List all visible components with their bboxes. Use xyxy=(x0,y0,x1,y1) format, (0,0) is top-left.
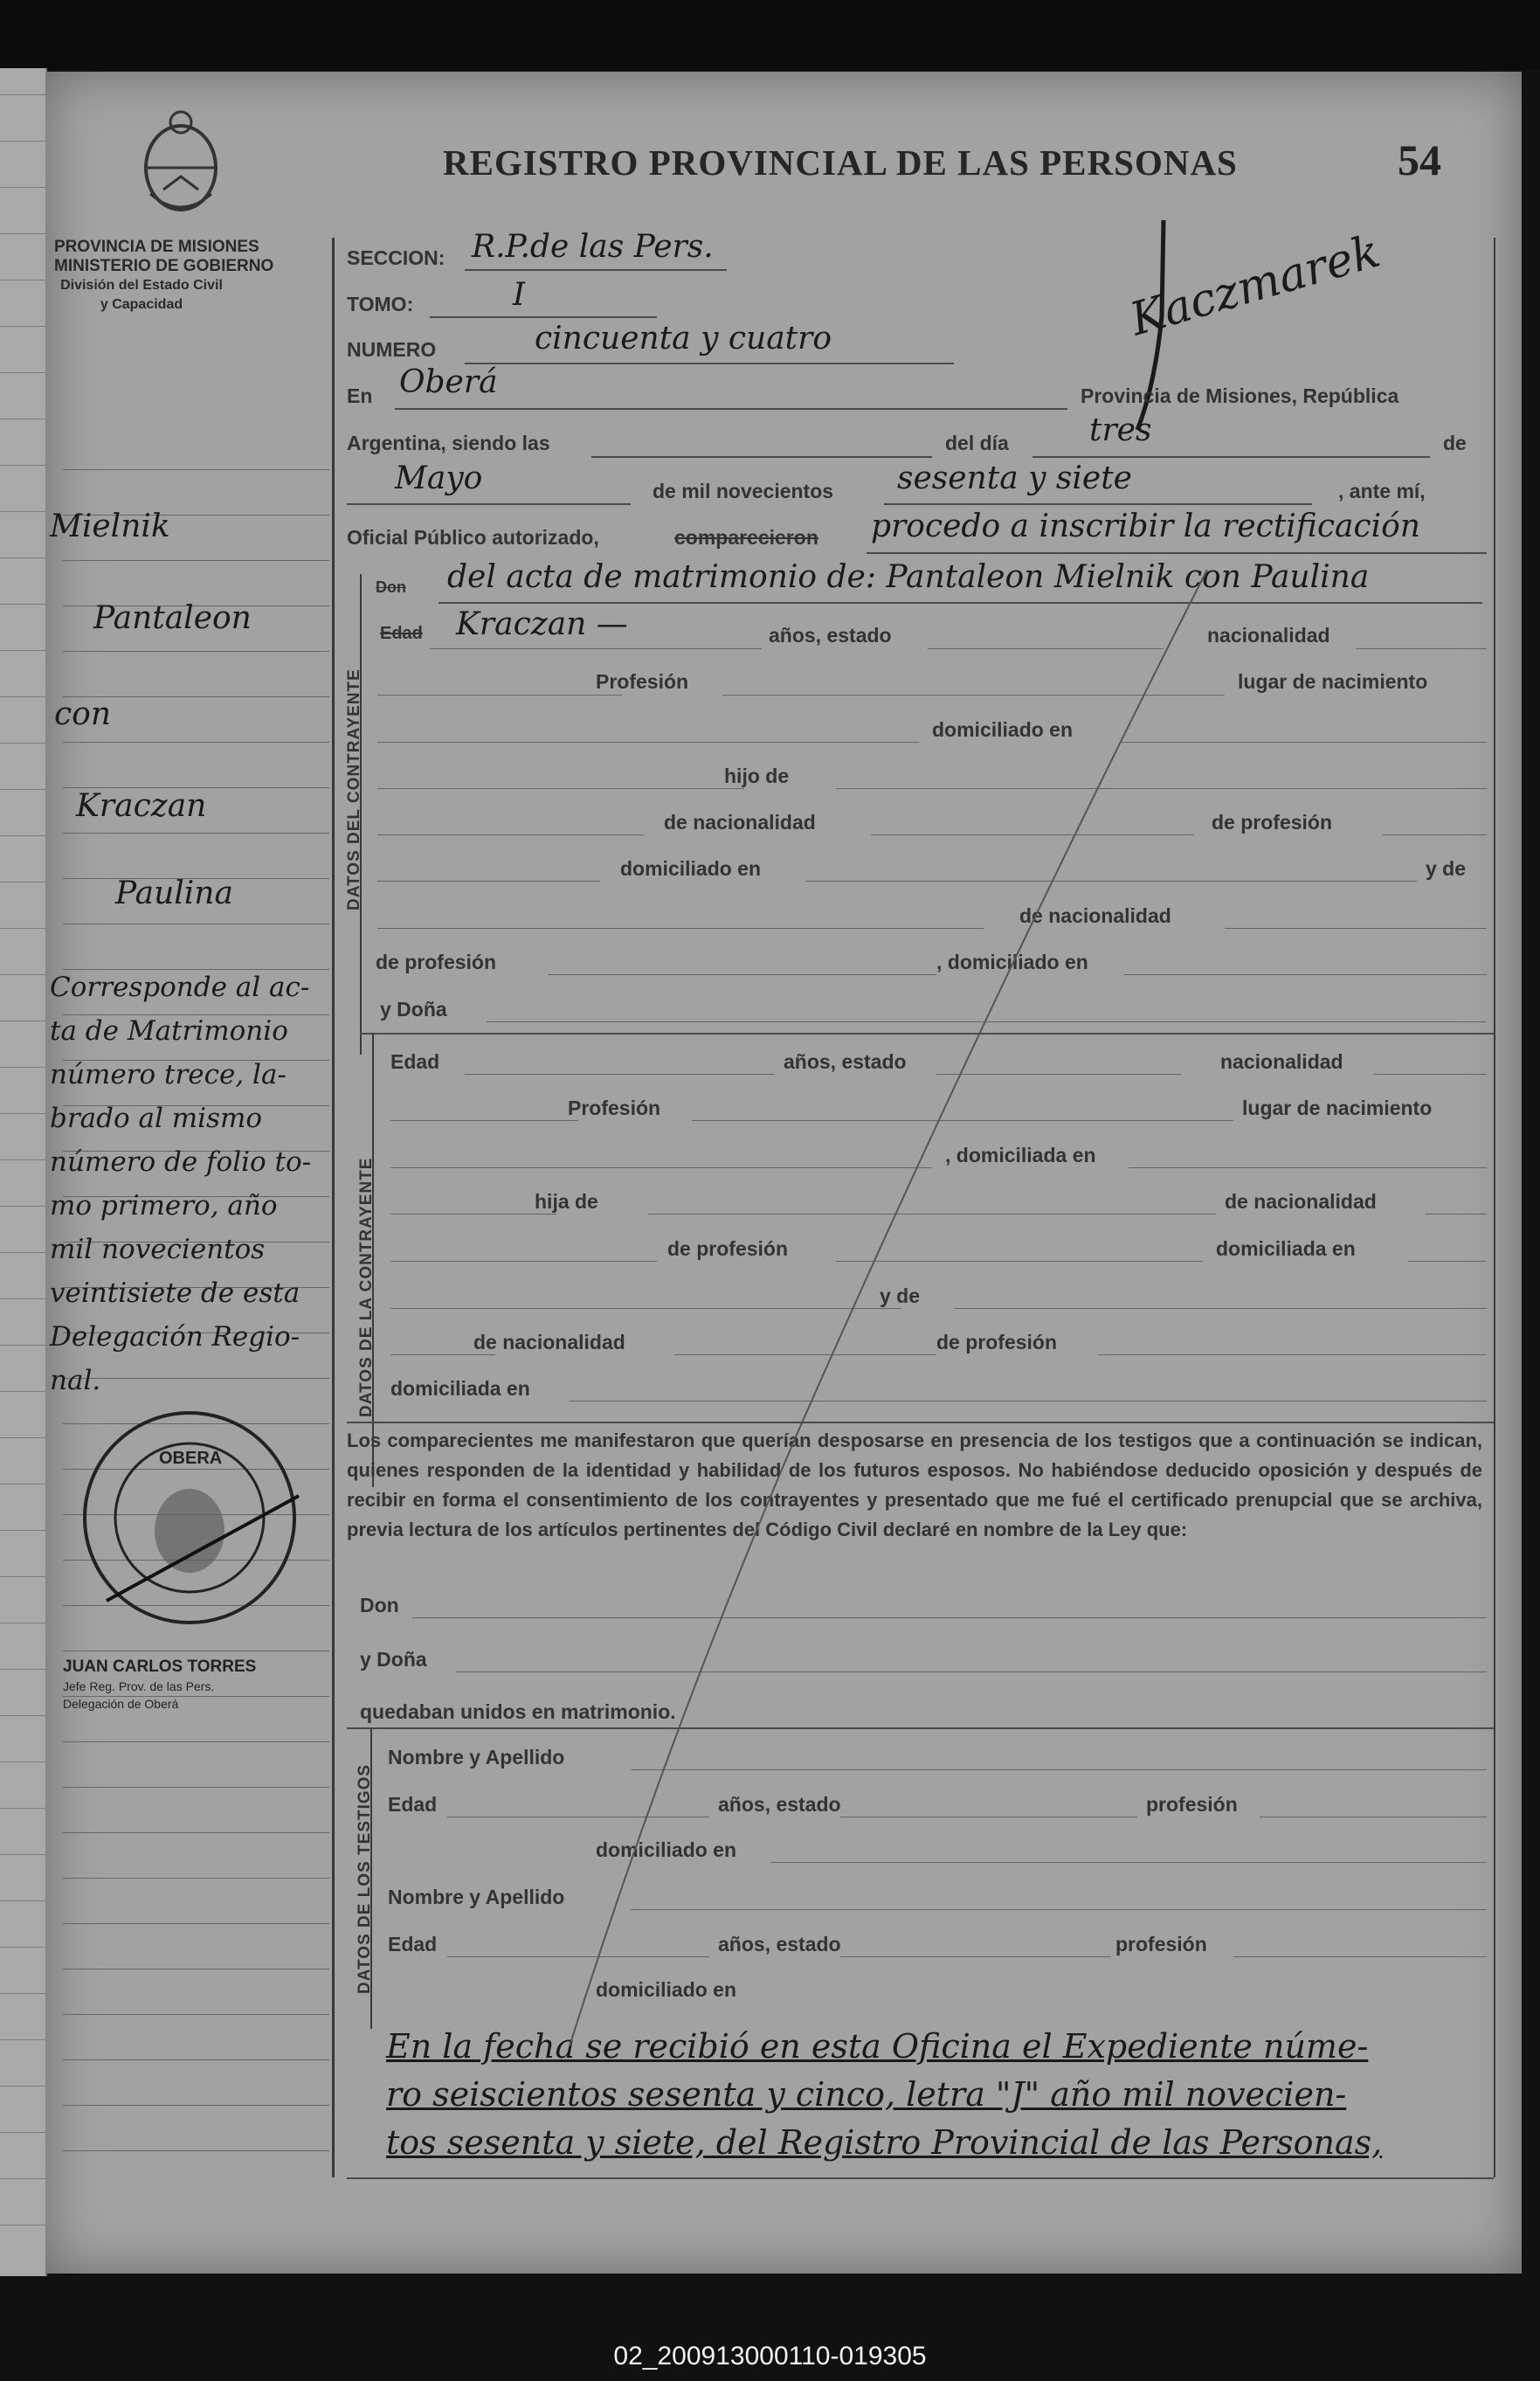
nac2-line xyxy=(1225,928,1487,929)
margin-rule xyxy=(63,560,329,561)
diagonal-stroke xyxy=(535,561,1216,2064)
left-page-rule xyxy=(0,1484,45,1485)
anos-estado-label-4: años, estado xyxy=(718,1933,841,1955)
margin-note-3: número trece, la- xyxy=(50,1059,287,1090)
margin-rule xyxy=(63,2150,329,2151)
mes-value: Mayo xyxy=(395,460,483,496)
margin-note-2: ta de Matrimonio xyxy=(50,1015,288,1047)
left-page-rule xyxy=(0,1715,45,1716)
margin-rule xyxy=(63,1832,329,1833)
margin-rule xyxy=(63,1878,329,1879)
de-nacionalidad-label-4: de nacionalidad xyxy=(473,1331,625,1353)
official-stamp xyxy=(72,1400,325,1653)
del-dia-label: del día xyxy=(945,432,1009,454)
testigo2-prof-line xyxy=(1233,1956,1487,1957)
scan-caption: 02_200913000110-019305 xyxy=(613,2342,927,2371)
oficial-label: Oficial Público autorizado, xyxy=(347,526,599,549)
contrayente2-section-label: DATOS DE LA CONTRAYENTE xyxy=(357,1157,376,1417)
left-page-rule xyxy=(0,326,45,327)
domiciliado-en-label-2: domiciliado en xyxy=(620,857,762,880)
margin-con: con xyxy=(54,696,112,732)
margin-rule xyxy=(63,1378,329,1379)
y-de-label: y de xyxy=(1426,857,1467,880)
declaration-paragraph: Los comparecientes me manifestaron que querían desposarse en presencia de los testigos que a continuación se indican, quienes responden de la identidad y habilidad de los futuros esposos. No habiéndose deducido oposición y después de recibir en forma el consentimiento de los contrayentes y presentado que me fué el certificado prenupcial que se archiva, previa lectura de los artículos pertinentes del Código Civil declaré en nombre de la Ley que: xyxy=(347,1429,1482,1540)
margin-note-1: Corresponde al ac- xyxy=(50,972,310,1003)
acta-value: del acta de matrimonio de: Pantaleon Mielnik con Paulina xyxy=(447,559,1370,595)
edad-label-4: Edad xyxy=(388,1933,438,1955)
margin-rule xyxy=(63,1787,329,1788)
numero-line xyxy=(465,363,954,364)
left-page-rule xyxy=(0,789,45,790)
left-page-rule xyxy=(0,1993,45,1994)
tomo-value: I xyxy=(513,277,526,313)
ministry-line-1: PROVINCIA DE MISIONES xyxy=(54,238,259,256)
margin-divider xyxy=(332,238,335,2177)
domiciliado-en-label-3: , domiciliado en xyxy=(936,951,1088,973)
nac5-line xyxy=(1426,1214,1487,1215)
nacionalidad-line xyxy=(1356,648,1487,649)
margin-surname-groom: Mielnik xyxy=(50,509,170,544)
stamp-city: OBERA xyxy=(159,1449,223,1468)
stamp-subtitle: Jefe Reg. Prov. de las Pers. xyxy=(63,1679,215,1693)
margin-note-4: brado al mismo xyxy=(50,1103,263,1134)
provincia-label: Provincia de Misiones, República xyxy=(1081,384,1399,407)
left-page-rule xyxy=(0,2178,45,2179)
scan-top-border xyxy=(0,0,1540,70)
left-page-rule xyxy=(0,1947,45,1948)
de-profesion-label: de profesión xyxy=(1212,811,1333,834)
left-page-rule xyxy=(0,372,45,373)
margin-rule xyxy=(63,742,329,743)
mes-line xyxy=(347,503,631,505)
left-page-rule xyxy=(0,1067,45,1068)
tomo-label: TOMO: xyxy=(347,293,414,315)
left-page-rule xyxy=(0,743,45,744)
de-profesion-label-4: de profesión xyxy=(936,1331,1058,1353)
domiciliada-en-label-2: domiciliada en xyxy=(1216,1237,1356,1260)
numero-label: NUMERO xyxy=(347,338,437,361)
seccion-line xyxy=(465,269,727,271)
ministry-line-3: División del Estado Civil xyxy=(60,278,223,293)
margin-rule xyxy=(63,1923,329,1924)
en-line xyxy=(395,408,1067,410)
nacionalidad-label: nacionalidad xyxy=(1207,624,1330,647)
de-nacionalidad-label-3: de nacionalidad xyxy=(1225,1190,1377,1213)
left-page-rule xyxy=(0,233,45,234)
left-page-rule xyxy=(0,1159,45,1160)
profesion-label-3: profesión xyxy=(1146,1793,1238,1816)
argentina-label: Argentina, siendo las xyxy=(347,432,550,454)
y-dona-label: y Doña xyxy=(380,998,447,1021)
left-page-rule xyxy=(0,650,45,651)
prof-line xyxy=(1382,834,1487,835)
margin-surname-bride: Kraczan xyxy=(76,788,207,824)
ante-label: , ante mí, xyxy=(1338,480,1426,502)
left-page-rule xyxy=(0,1345,45,1346)
en-label: En xyxy=(347,384,373,407)
domiciliada-en-label-3: domiciliada en xyxy=(390,1377,530,1400)
nota-line-1: En la fecha se recibió en esta Oficina el Expediente núme- xyxy=(386,2027,1369,2066)
anos-estado-label-2: años, estado xyxy=(784,1050,907,1073)
register-title: REGISTRO PROVINCIAL DE LAS PERSONAS xyxy=(443,142,1238,183)
margin-note-10: nal. xyxy=(50,1365,101,1396)
nombre-apellido-label-2: Nombre y Apellido xyxy=(388,1886,565,1908)
dom5-line xyxy=(1408,1261,1487,1262)
anio-line xyxy=(884,503,1312,505)
margin-rule xyxy=(63,2014,329,2015)
stamp-official-name: JUAN CARLOS TORRES xyxy=(63,1658,257,1676)
hijo-de-label: hijo de xyxy=(724,765,790,787)
don-label: Don xyxy=(376,578,406,596)
margin-name-bride: Paulina xyxy=(115,876,233,911)
hija-line-a xyxy=(390,1214,556,1215)
register-page xyxy=(45,72,1522,2274)
stamp-subtitle-2: Delegación de Oberá xyxy=(63,1697,179,1711)
margin-rule xyxy=(63,969,329,970)
left-page-rule xyxy=(0,1808,45,1809)
left-page-rule xyxy=(0,511,45,512)
left-page-rule xyxy=(0,1391,45,1392)
left-page-rule xyxy=(0,835,45,836)
left-page-rule xyxy=(0,1298,45,1299)
profesion-label: Profesión xyxy=(596,670,689,693)
seccion-label: SECCION: xyxy=(347,246,445,269)
testigos-section-label: DATOS DE LOS TESTIGOS xyxy=(356,1763,374,1994)
margin-note-6: mo primero, año xyxy=(50,1190,278,1222)
lugar-nacimiento-label: lugar de nacimiento xyxy=(1238,670,1428,693)
inscripcion-line xyxy=(867,552,1487,554)
domiciliado-label-t2: domiciliado en xyxy=(596,1978,737,2001)
y-dona-label-2: y Doña xyxy=(360,1648,427,1671)
margin-rule xyxy=(63,2105,329,2106)
left-page-rule xyxy=(0,2039,45,2040)
left-page-rule xyxy=(0,557,45,558)
coat-of-arms-icon xyxy=(133,107,229,220)
left-page-rule xyxy=(0,141,45,142)
nac6-line-a xyxy=(390,1354,495,1355)
hora-line xyxy=(591,456,932,458)
ministry-line-4: y Capacidad xyxy=(100,297,183,312)
left-page-rule xyxy=(0,94,45,95)
tomo-line xyxy=(430,316,657,318)
nombre-apellido-label-1: Nombre y Apellido xyxy=(388,1746,565,1768)
margin-note-9: Delegación Regio- xyxy=(50,1321,300,1353)
edad-label-2: Edad xyxy=(390,1050,440,1073)
margin-rule xyxy=(63,833,329,834)
profesion-label-4: profesión xyxy=(1115,1933,1207,1955)
page-number: 54 xyxy=(1398,135,1441,184)
lugar-nacimiento-label-2: lugar de nacimiento xyxy=(1242,1097,1433,1119)
nacionalidad-label-2: nacionalidad xyxy=(1220,1050,1343,1073)
margin-note-5: número de folio to- xyxy=(50,1146,312,1178)
anos-estado-label: años, estado xyxy=(769,624,892,647)
de-profesion-label-2: de profesión xyxy=(376,951,497,973)
margin-rule xyxy=(63,469,329,470)
y-de-label-2: y de xyxy=(880,1284,921,1307)
left-page-rule xyxy=(0,1900,45,1901)
margin-note-7: mil novecientos xyxy=(50,1234,266,1265)
dia-line xyxy=(1032,456,1430,458)
margin-rule xyxy=(63,651,329,652)
margin-name-groom: Pantaleon xyxy=(93,600,252,636)
de-nacionalidad-label: de nacionalidad xyxy=(664,811,816,834)
mil-label: de mil novecientos xyxy=(653,480,834,502)
anos-estado-label-3: años, estado xyxy=(718,1793,841,1816)
left-page-rule xyxy=(0,928,45,929)
en-value: Oberá xyxy=(399,364,498,400)
edad-label-3: Edad xyxy=(388,1793,438,1816)
left-page-rule xyxy=(0,1206,45,1207)
comparecieron-label: comparecieron xyxy=(674,526,818,549)
dia-value: tres xyxy=(1089,412,1152,448)
nac3-line xyxy=(1373,1074,1487,1075)
numero-value: cincuenta y cuatro xyxy=(535,321,832,356)
apellido-value: Kraczan — xyxy=(456,606,628,642)
left-page-rule xyxy=(0,1576,45,1577)
hija-de-label: hija de xyxy=(535,1190,598,1213)
domiciliado-label-t1: domiciliado en xyxy=(596,1838,737,1861)
left-page-rule xyxy=(0,1252,45,1253)
don-label-2: Don xyxy=(360,1594,399,1616)
nota-line-3: tos sesenta y siete, del Registro Provincial de las Personas, xyxy=(386,2123,1383,2162)
margin-rule xyxy=(63,1741,329,1742)
domiciliado-en-label: domiciliado en xyxy=(932,718,1074,741)
nota-line-2: ro seiscientos sesenta y cinco, letra "J" año mil novecien- xyxy=(386,2075,1347,2114)
domiciliada-en-label: , domiciliada en xyxy=(945,1144,1096,1166)
anio-value: sesenta y siete xyxy=(897,460,1132,496)
margin-rule xyxy=(63,2059,329,2060)
left-page-rule xyxy=(0,2132,45,2133)
left-page-rule xyxy=(0,2086,45,2087)
seccion-value: R.P.de las Pers. xyxy=(472,229,714,265)
left-page-rule xyxy=(0,1669,45,1670)
left-page-rule xyxy=(0,974,45,975)
left-page-rule xyxy=(0,187,45,188)
left-page-rule xyxy=(0,1854,45,1855)
inscripcion-value: procedo a inscribir la rectificación xyxy=(871,509,1420,544)
ministry-line-2: MINISTERIO DE GOBIERNO xyxy=(54,257,274,275)
quedaban-label: quedaban unidos en matrimonio. xyxy=(360,1700,676,1723)
bottom-border xyxy=(347,2177,1494,2179)
contrayente-section-label: DATOS DEL CONTRAYENTE xyxy=(345,668,363,910)
ministry-block xyxy=(54,238,274,315)
de-profesion-label-3: de profesión xyxy=(667,1237,789,1260)
left-page-rule xyxy=(0,696,45,697)
left-page-rule xyxy=(0,1437,45,1438)
de-nacionalidad-label-2: de nacionalidad xyxy=(1019,904,1171,927)
right-border xyxy=(1494,238,1495,2177)
left-facing-page-edge xyxy=(0,68,47,2279)
edad-label-struck: Edad xyxy=(380,624,423,643)
de-label: de xyxy=(1443,432,1467,454)
margin-note-8: veintisiete de esta xyxy=(50,1277,300,1309)
left-page-rule xyxy=(0,1113,45,1114)
profesion-label-2: Profesión xyxy=(568,1097,661,1119)
official-signature: Kaczmarek xyxy=(1124,225,1386,347)
left-page-rule xyxy=(0,604,45,605)
left-page-rule xyxy=(0,465,45,466)
left-page-rule xyxy=(0,1530,45,1531)
